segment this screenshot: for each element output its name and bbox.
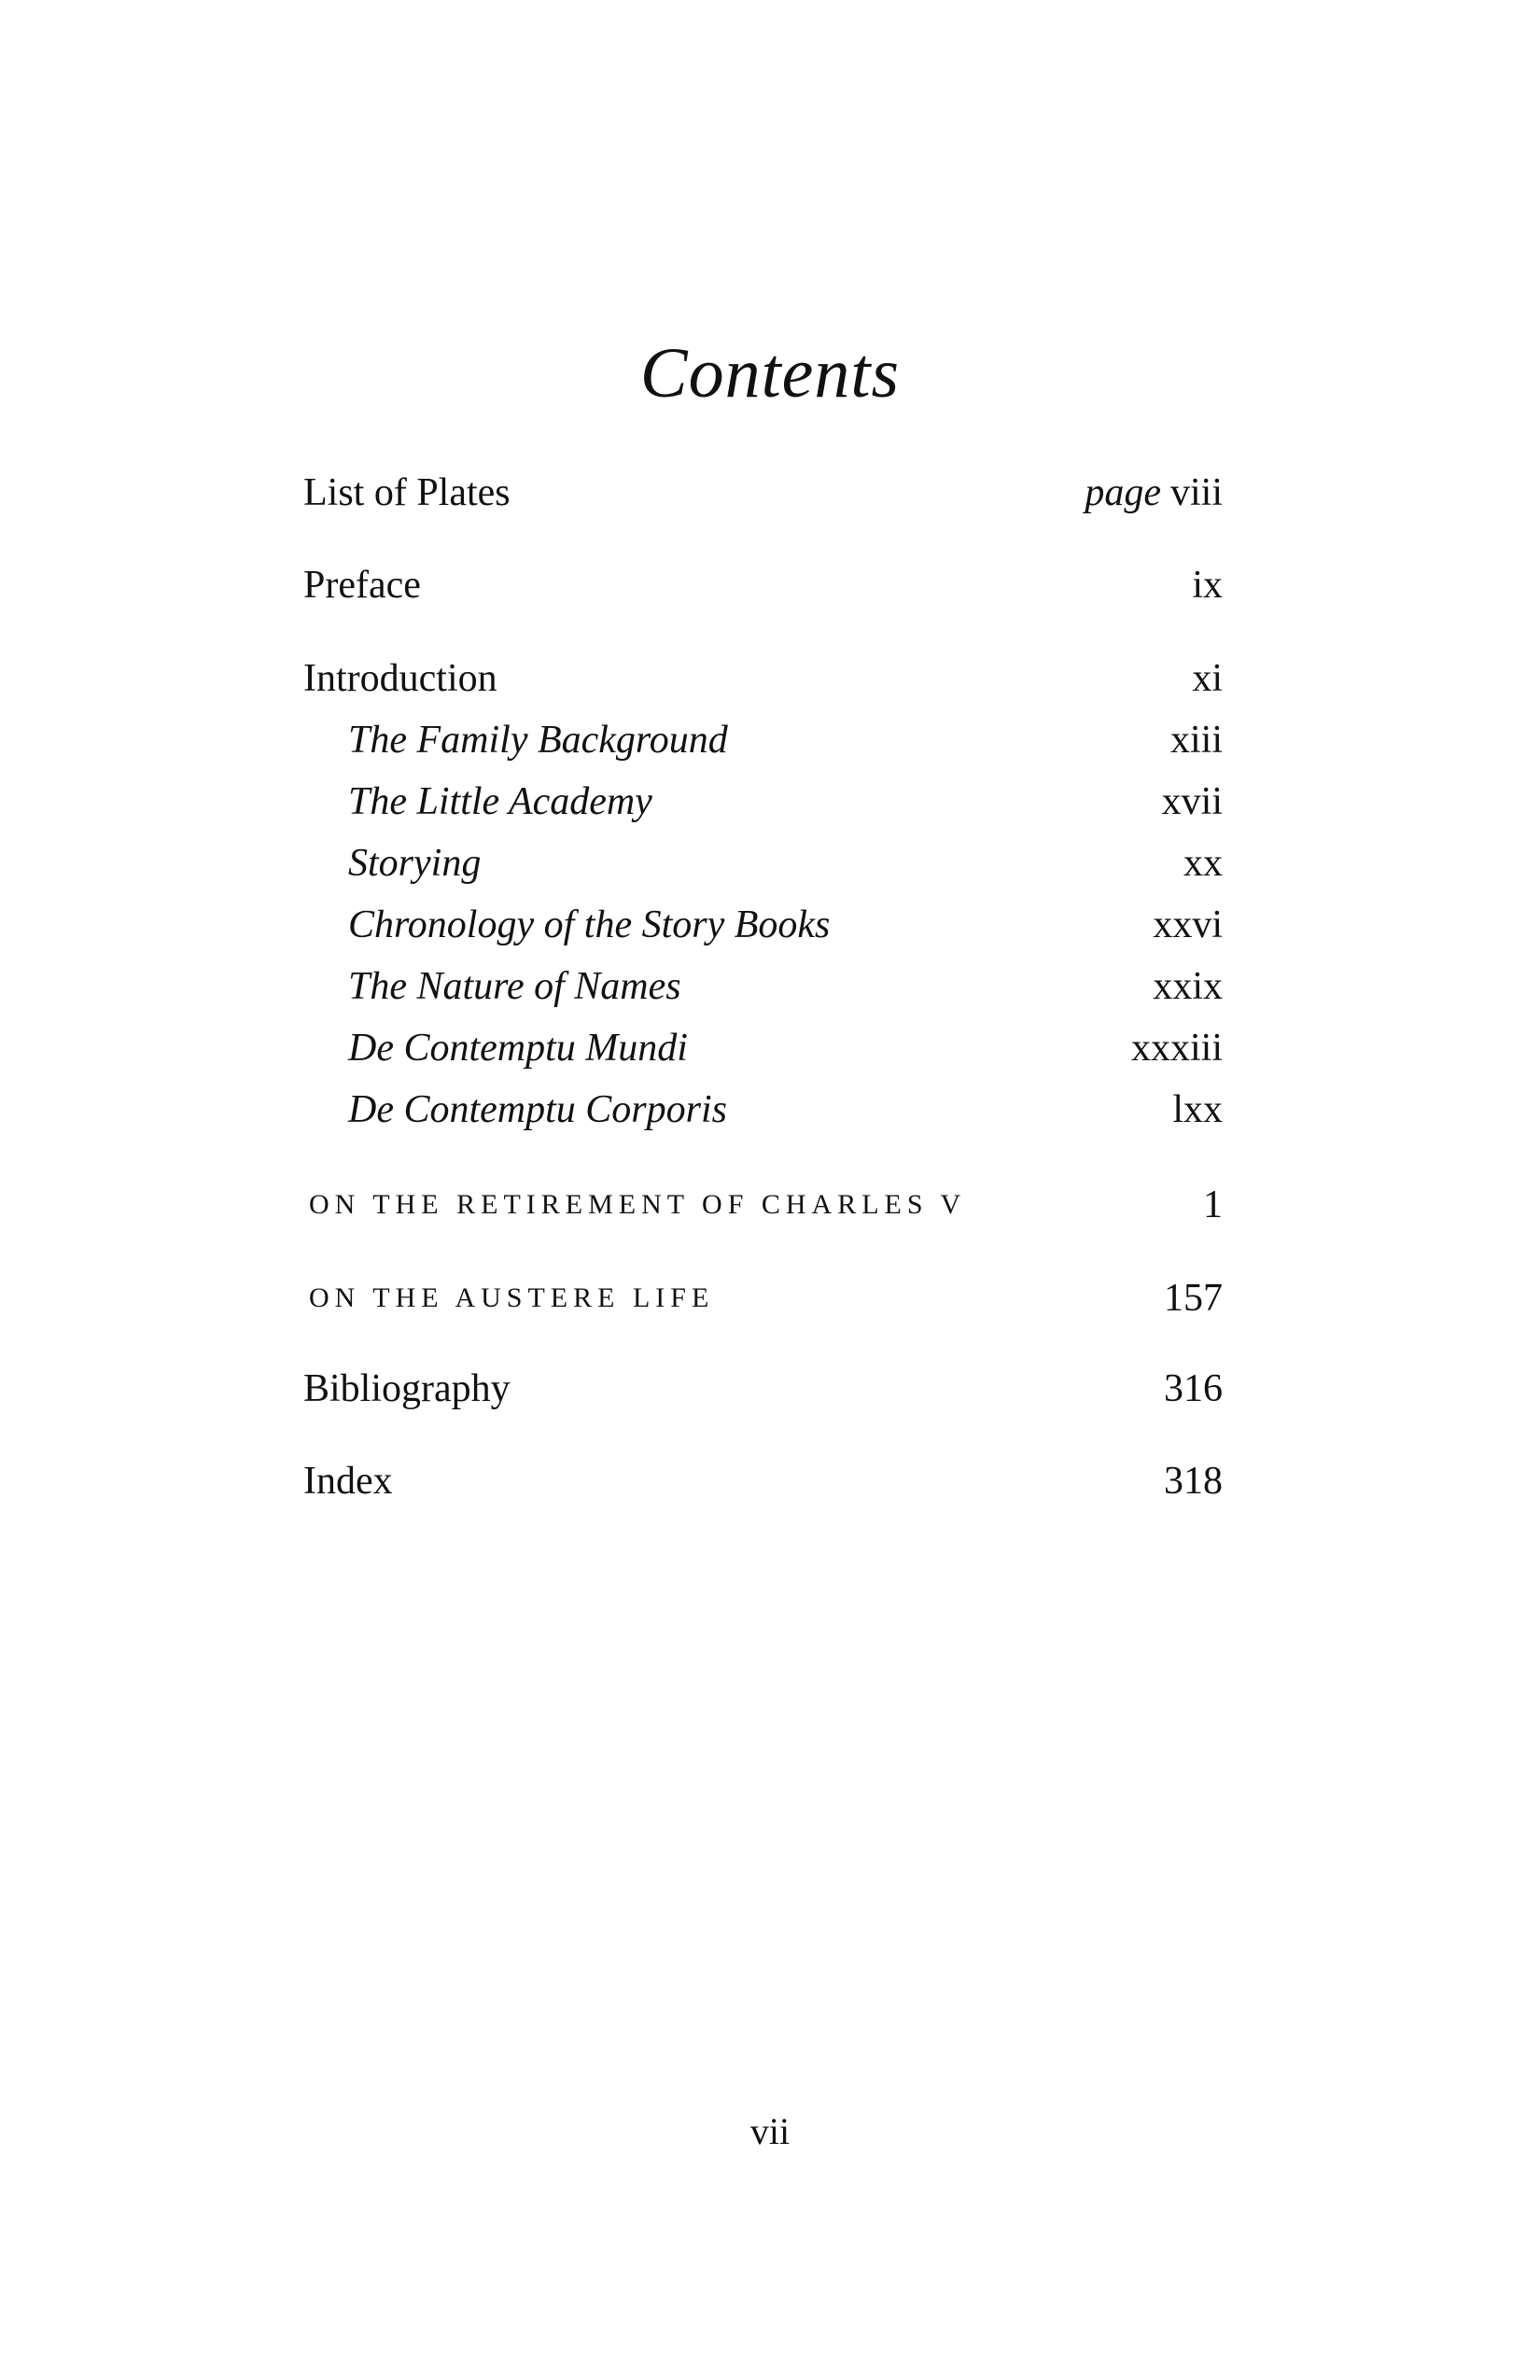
toc-entry-label: Bibliography [303, 1367, 511, 1410]
toc-page-number: xxix [1153, 965, 1223, 1008]
toc-entry-label: The Family Background [348, 719, 728, 762]
toc-page-number: 318 [1164, 1460, 1223, 1503]
toc-entry-label: Index [303, 1460, 393, 1503]
toc-entry-page [1085, 464, 1223, 522]
toc-subentry [303, 958, 1223, 1015]
toc-page-number: lxx [1172, 1088, 1223, 1131]
toc-page-number: xxxiii [1130, 1027, 1223, 1070]
toc-entry-label: Chronology of the Story Books [348, 903, 831, 946]
toc-page-number: xxvi [1153, 903, 1223, 946]
toc-entry-index [303, 1452, 1223, 1510]
toc-entry-list-of-plates [303, 464, 1223, 522]
toc-entry-label: ON THE AUSTERE LIFE [309, 1282, 715, 1313]
toc-entry-label: Introduction [303, 657, 497, 700]
toc-entry-label: De Contemptu Corporis [348, 1088, 728, 1131]
toc-subentry [303, 1019, 1223, 1077]
toc-entry-label: The Little Academy [348, 780, 652, 823]
toc-subentry [303, 773, 1223, 831]
toc-entry-label: Preface [303, 564, 421, 607]
toc-page-number: xx [1183, 842, 1223, 885]
toc-page-number: xi [1192, 657, 1223, 700]
toc-subentry [303, 834, 1223, 892]
toc-entry-introduction [303, 650, 1223, 707]
toc-entry-bibliography [303, 1360, 1223, 1418]
toc-entry-label: De Contemptu Mundi [348, 1027, 688, 1070]
toc-page-number: 157 [1164, 1277, 1223, 1320]
toc-page-number: xiii [1169, 719, 1223, 762]
toc-entry-label: List of Plates [303, 471, 511, 514]
toc-subentry [303, 711, 1223, 769]
toc-entry-label: Storying [348, 842, 482, 885]
toc-entry-part-one [303, 1176, 1223, 1234]
toc-entry-label: ON THE RETIREMENT OF CHARLES V [309, 1189, 967, 1220]
toc-page-number: viii [1169, 471, 1223, 514]
page-title: Contents [639, 334, 901, 413]
toc-subentry [303, 1081, 1223, 1139]
toc-entry-preface [303, 556, 1223, 614]
toc-entry-part-two [303, 1269, 1223, 1327]
toc-page-number: 316 [1164, 1367, 1223, 1410]
toc-page-number: xvii [1161, 780, 1223, 823]
toc-page-number: 1 [1203, 1183, 1223, 1226]
toc-subentry [303, 896, 1223, 954]
toc-entry-label: The Nature of Names [348, 965, 681, 1008]
toc-page-number: ix [1192, 564, 1223, 607]
page-prefix: page [1085, 471, 1161, 514]
page-number: vii [749, 2110, 791, 2152]
